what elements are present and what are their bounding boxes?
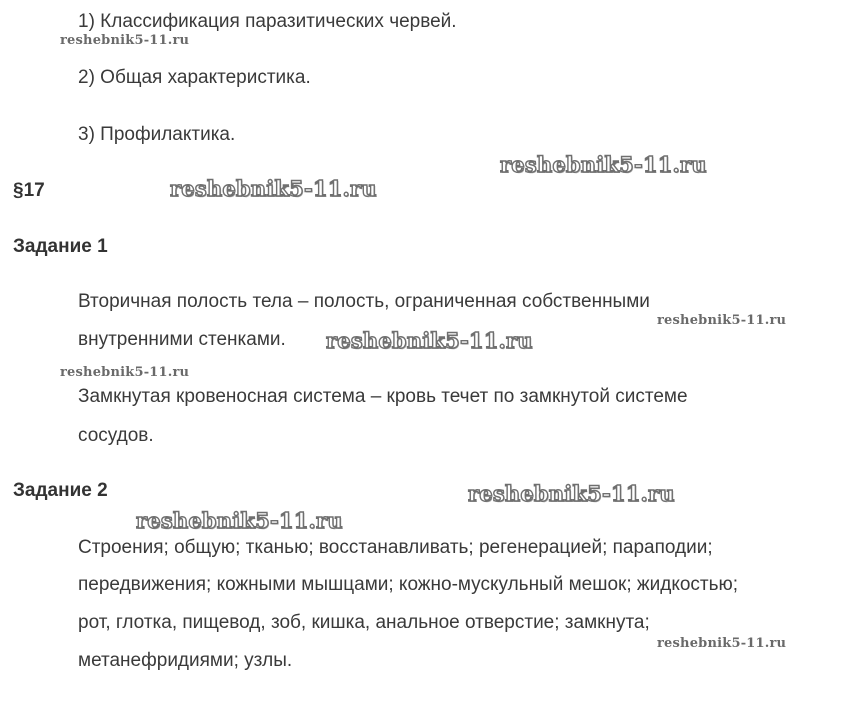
watermark: reshebnik5-11.ru	[500, 152, 707, 177]
task-2-line: передвижения; кожными мышцами; кожно-мускульный мешок; жидкостью;	[78, 574, 739, 595]
task-2-heading: Задание 2	[13, 480, 108, 501]
watermark: reshebnik5-11.ru	[468, 481, 675, 506]
watermark: reshebnik5-11.ru	[136, 508, 343, 533]
watermark: reshebnik5-11.ru	[60, 365, 190, 380]
task-1-line: внутренними стенками.	[78, 329, 286, 350]
task-1-line: Вторичная полость тела – полость, ограниченная собственными	[78, 291, 650, 312]
topic-item: 3) Профилактика.	[78, 124, 236, 145]
task-2-line: метанефридиями; узлы.	[78, 650, 293, 671]
topic-item: 1) Классификация паразитических червей.	[78, 11, 457, 32]
topic-item: 2) Общая характеристика.	[78, 67, 311, 88]
task-2-line: Строения; общую; тканью; восстанавливать; регенерацией; параподии;	[78, 537, 713, 558]
task-1-heading: Задание 1	[13, 236, 108, 257]
task-1-line: Замкнутая кровеносная система – кровь течет по замкнутой системе	[78, 386, 688, 407]
task-1-line: сосудов.	[78, 425, 154, 446]
watermark: reshebnik5-11.ru	[657, 636, 787, 651]
watermark: reshebnik5-11.ru	[170, 176, 377, 201]
watermark: reshebnik5-11.ru	[60, 33, 190, 48]
section-number: §17	[13, 180, 45, 201]
watermark: reshebnik5-11.ru	[326, 328, 533, 353]
watermark: reshebnik5-11.ru	[657, 313, 787, 328]
task-2-line: рот, глотка, пищевод, зоб, кишка, анальное отверстие; замкнута;	[78, 612, 650, 633]
